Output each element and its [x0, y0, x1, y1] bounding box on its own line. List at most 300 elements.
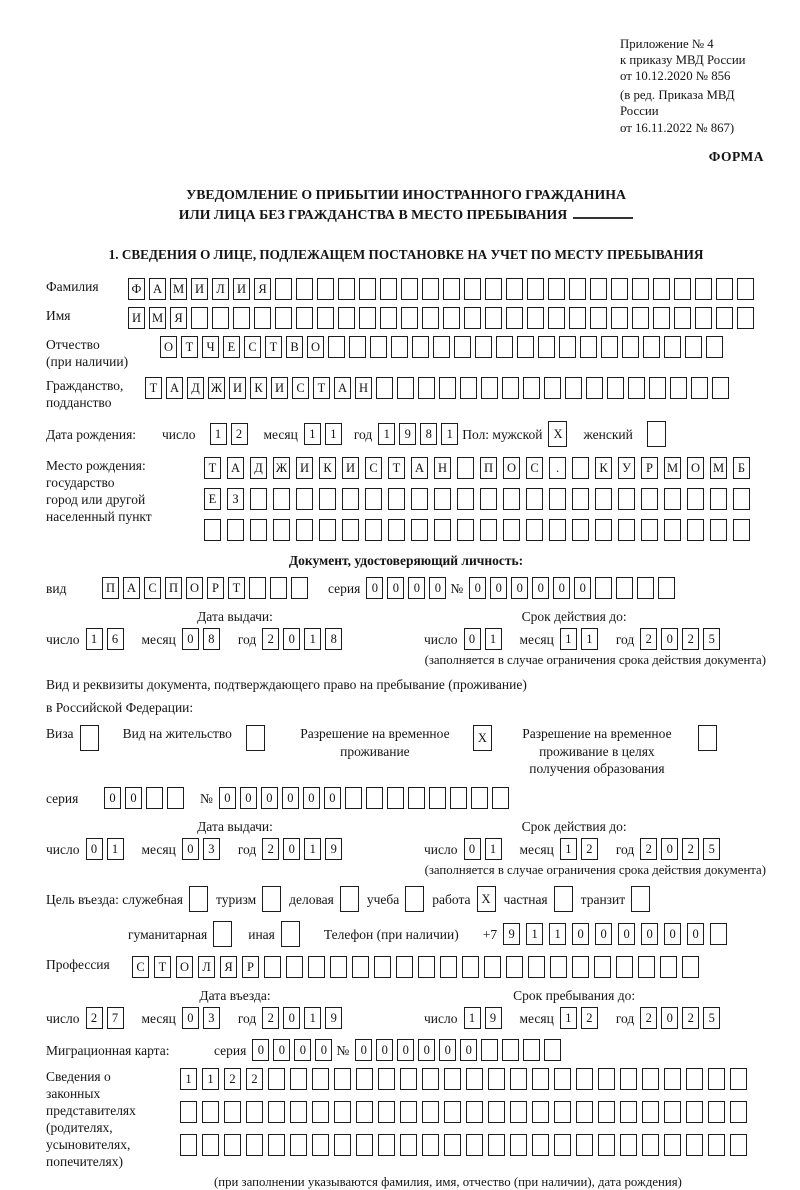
char-box[interactable]: [716, 307, 733, 329]
char-box[interactable]: 2: [640, 628, 657, 650]
char-box[interactable]: [296, 519, 313, 541]
char-box[interactable]: [202, 1134, 219, 1156]
char-box[interactable]: [674, 278, 691, 300]
char-box[interactable]: И: [342, 457, 359, 479]
char-box[interactable]: [544, 377, 561, 399]
char-box[interactable]: [204, 519, 221, 541]
char-box[interactable]: 1: [560, 838, 577, 860]
char-box[interactable]: М: [710, 457, 727, 479]
char-box[interactable]: [202, 1101, 219, 1123]
char-box[interactable]: 0: [460, 1039, 477, 1061]
char-box[interactable]: [444, 1134, 461, 1156]
char-box[interactable]: 2: [682, 628, 699, 650]
char-box[interactable]: 1: [325, 423, 342, 445]
char-box[interactable]: [378, 1068, 395, 1090]
char-box[interactable]: [528, 956, 545, 978]
char-box[interactable]: [334, 1101, 351, 1123]
char-box[interactable]: [275, 278, 292, 300]
char-box[interactable]: 0: [661, 1007, 678, 1029]
char-box[interactable]: [429, 787, 446, 809]
char-box[interactable]: [460, 377, 477, 399]
char-box[interactable]: [598, 1101, 615, 1123]
char-box[interactable]: [572, 457, 589, 479]
char-box[interactable]: 2: [262, 838, 279, 860]
char-box[interactable]: Е: [204, 488, 221, 510]
checkbox-cell[interactable]: [189, 886, 208, 912]
char-box[interactable]: 9: [325, 1007, 342, 1029]
char-box[interactable]: 1: [378, 423, 395, 445]
char-box[interactable]: [620, 1101, 637, 1123]
char-box[interactable]: 0: [366, 577, 383, 599]
char-box[interactable]: 1: [304, 423, 321, 445]
char-box[interactable]: [433, 336, 450, 358]
char-box[interactable]: [268, 1068, 285, 1090]
char-box[interactable]: [338, 307, 355, 329]
char-box[interactable]: [317, 278, 334, 300]
char-box[interactable]: [710, 519, 727, 541]
char-box[interactable]: [434, 519, 451, 541]
char-box[interactable]: 0: [464, 628, 481, 650]
char-box[interactable]: [411, 519, 428, 541]
char-box[interactable]: [706, 336, 723, 358]
char-box[interactable]: [664, 1101, 681, 1123]
char-box[interactable]: [506, 307, 523, 329]
char-box[interactable]: [685, 336, 702, 358]
char-box[interactable]: 9: [485, 1007, 502, 1029]
char-box[interactable]: [653, 278, 670, 300]
char-box[interactable]: [480, 488, 497, 510]
char-box[interactable]: [485, 278, 502, 300]
char-box[interactable]: [457, 488, 474, 510]
char-box[interactable]: 1: [107, 838, 124, 860]
char-box[interactable]: М: [149, 307, 166, 329]
char-box[interactable]: [517, 336, 534, 358]
char-box[interactable]: Ч: [202, 336, 219, 358]
char-box[interactable]: 0: [618, 923, 635, 945]
char-box[interactable]: [708, 1068, 725, 1090]
char-box[interactable]: 5: [703, 628, 720, 650]
char-box[interactable]: [733, 488, 750, 510]
char-box[interactable]: [328, 336, 345, 358]
char-box[interactable]: 0: [469, 577, 486, 599]
char-box[interactable]: [488, 1068, 505, 1090]
char-box[interactable]: [576, 1134, 593, 1156]
char-box[interactable]: [710, 488, 727, 510]
char-box[interactable]: Р: [207, 577, 224, 599]
char-box[interactable]: 2: [581, 838, 598, 860]
char-box[interactable]: [572, 519, 589, 541]
char-box[interactable]: 0: [125, 787, 142, 809]
char-box[interactable]: [730, 1101, 747, 1123]
char-box[interactable]: [618, 519, 635, 541]
char-box[interactable]: [638, 956, 655, 978]
char-box[interactable]: [691, 377, 708, 399]
char-box[interactable]: [439, 377, 456, 399]
char-box[interactable]: [641, 488, 658, 510]
char-box[interactable]: 0: [418, 1039, 435, 1061]
char-box[interactable]: Л: [212, 278, 229, 300]
char-box[interactable]: [687, 488, 704, 510]
char-box[interactable]: 9: [503, 923, 520, 945]
char-box[interactable]: [616, 577, 633, 599]
char-box[interactable]: [532, 1068, 549, 1090]
char-box[interactable]: 9: [399, 423, 416, 445]
char-box[interactable]: [642, 1134, 659, 1156]
char-box[interactable]: 3: [203, 838, 220, 860]
char-box[interactable]: 0: [532, 577, 549, 599]
char-box[interactable]: [366, 787, 383, 809]
char-box[interactable]: [308, 956, 325, 978]
char-box[interactable]: [576, 1101, 593, 1123]
char-box[interactable]: [664, 488, 681, 510]
char-box[interactable]: [312, 1134, 329, 1156]
char-box[interactable]: [457, 457, 474, 479]
char-box[interactable]: [462, 956, 479, 978]
char-box[interactable]: Ж: [273, 457, 290, 479]
char-box[interactable]: Н: [434, 457, 451, 479]
char-box[interactable]: [616, 956, 633, 978]
char-box[interactable]: П: [165, 577, 182, 599]
char-box[interactable]: 2: [682, 838, 699, 860]
char-box[interactable]: Ж: [208, 377, 225, 399]
char-box[interactable]: Р: [242, 956, 259, 978]
char-box[interactable]: 0: [182, 1007, 199, 1029]
char-box[interactable]: [397, 377, 414, 399]
char-box[interactable]: И: [229, 377, 246, 399]
char-box[interactable]: 3: [203, 1007, 220, 1029]
char-box[interactable]: [400, 1101, 417, 1123]
char-box[interactable]: [510, 1068, 527, 1090]
char-box[interactable]: [290, 1101, 307, 1123]
char-box[interactable]: [488, 1134, 505, 1156]
char-box[interactable]: [481, 1039, 498, 1061]
char-box[interactable]: [440, 956, 457, 978]
char-box[interactable]: [710, 923, 727, 945]
char-box[interactable]: 7: [107, 1007, 124, 1029]
char-box[interactable]: [380, 278, 397, 300]
char-box[interactable]: [538, 336, 555, 358]
char-box[interactable]: 0: [429, 577, 446, 599]
char-box[interactable]: С: [526, 457, 543, 479]
char-box[interactable]: [480, 519, 497, 541]
char-box[interactable]: [374, 956, 391, 978]
char-box[interactable]: [408, 787, 425, 809]
char-box[interactable]: [422, 1134, 439, 1156]
char-box[interactable]: [569, 307, 586, 329]
char-box[interactable]: [637, 577, 654, 599]
char-box[interactable]: 8: [420, 423, 437, 445]
char-box[interactable]: 2: [640, 1007, 657, 1029]
char-box[interactable]: Т: [145, 377, 162, 399]
char-box[interactable]: [620, 1068, 637, 1090]
char-box[interactable]: 0: [511, 577, 528, 599]
char-box[interactable]: А: [166, 377, 183, 399]
char-box[interactable]: [664, 1068, 681, 1090]
char-box[interactable]: [401, 278, 418, 300]
char-box[interactable]: 1: [210, 423, 227, 445]
char-box[interactable]: [400, 1068, 417, 1090]
char-box[interactable]: [601, 336, 618, 358]
char-box[interactable]: [580, 336, 597, 358]
char-box[interactable]: 1: [485, 838, 502, 860]
char-box[interactable]: [682, 956, 699, 978]
char-box[interactable]: [653, 307, 670, 329]
char-box[interactable]: [457, 519, 474, 541]
char-box[interactable]: [481, 377, 498, 399]
char-box[interactable]: [378, 1101, 395, 1123]
char-box[interactable]: [387, 787, 404, 809]
char-box[interactable]: 2: [262, 628, 279, 650]
char-box[interactable]: [686, 1134, 703, 1156]
char-box[interactable]: [224, 1134, 241, 1156]
char-box[interactable]: Ф: [128, 278, 145, 300]
char-box[interactable]: 1: [86, 628, 103, 650]
char-box[interactable]: К: [595, 457, 612, 479]
char-box[interactable]: [686, 1101, 703, 1123]
char-box[interactable]: 0: [376, 1039, 393, 1061]
char-box[interactable]: [359, 307, 376, 329]
char-box[interactable]: С: [292, 377, 309, 399]
char-box[interactable]: 0: [104, 787, 121, 809]
char-box[interactable]: Я: [254, 278, 271, 300]
char-box[interactable]: 0: [283, 838, 300, 860]
char-box[interactable]: [212, 307, 229, 329]
checkbox-cell[interactable]: [246, 725, 265, 751]
char-box[interactable]: [506, 278, 523, 300]
char-box[interactable]: [488, 1101, 505, 1123]
char-box[interactable]: 0: [240, 787, 257, 809]
char-box[interactable]: [254, 307, 271, 329]
char-box[interactable]: О: [176, 956, 193, 978]
char-box[interactable]: И: [128, 307, 145, 329]
char-box[interactable]: [356, 1068, 373, 1090]
char-box[interactable]: 0: [355, 1039, 372, 1061]
char-box[interactable]: [319, 488, 336, 510]
char-box[interactable]: Д: [250, 457, 267, 479]
char-box[interactable]: [342, 519, 359, 541]
char-box[interactable]: Т: [204, 457, 221, 479]
char-box[interactable]: [620, 1134, 637, 1156]
char-box[interactable]: [454, 336, 471, 358]
char-box[interactable]: [730, 1068, 747, 1090]
char-box[interactable]: [464, 278, 481, 300]
char-box[interactable]: К: [250, 377, 267, 399]
char-box[interactable]: [658, 577, 675, 599]
char-box[interactable]: [642, 1101, 659, 1123]
char-box[interactable]: 0: [283, 628, 300, 650]
char-box[interactable]: [296, 488, 313, 510]
char-box[interactable]: [475, 336, 492, 358]
char-box[interactable]: 0: [408, 577, 425, 599]
char-box[interactable]: [598, 1068, 615, 1090]
char-box[interactable]: Я: [220, 956, 237, 978]
char-box[interactable]: [396, 956, 413, 978]
char-box[interactable]: 0: [439, 1039, 456, 1061]
char-box[interactable]: [554, 1134, 571, 1156]
char-box[interactable]: О: [687, 457, 704, 479]
char-box[interactable]: 2: [86, 1007, 103, 1029]
char-box[interactable]: М: [664, 457, 681, 479]
char-box[interactable]: 2: [581, 1007, 598, 1029]
char-box[interactable]: Р: [641, 457, 658, 479]
char-box[interactable]: [388, 488, 405, 510]
char-box[interactable]: [641, 519, 658, 541]
char-box[interactable]: [510, 1134, 527, 1156]
char-box[interactable]: [595, 519, 612, 541]
char-box[interactable]: 0: [324, 787, 341, 809]
char-box[interactable]: Т: [181, 336, 198, 358]
char-box[interactable]: [527, 278, 544, 300]
char-box[interactable]: 0: [661, 838, 678, 860]
char-box[interactable]: [330, 956, 347, 978]
char-box[interactable]: [595, 488, 612, 510]
char-box[interactable]: 2: [246, 1068, 263, 1090]
char-box[interactable]: М: [170, 278, 187, 300]
char-box[interactable]: В: [286, 336, 303, 358]
char-box[interactable]: 0: [641, 923, 658, 945]
char-box[interactable]: [296, 278, 313, 300]
char-box[interactable]: 0: [553, 577, 570, 599]
char-box[interactable]: О: [186, 577, 203, 599]
char-box[interactable]: Т: [388, 457, 405, 479]
char-box[interactable]: [250, 488, 267, 510]
char-box[interactable]: 2: [231, 423, 248, 445]
char-box[interactable]: [510, 1101, 527, 1123]
char-box[interactable]: [191, 307, 208, 329]
checkbox-cell[interactable]: [262, 886, 281, 912]
checkbox-cell[interactable]: [80, 725, 99, 751]
char-box[interactable]: [334, 1068, 351, 1090]
char-box[interactable]: [506, 956, 523, 978]
char-box[interactable]: С: [144, 577, 161, 599]
char-box[interactable]: [674, 307, 691, 329]
char-box[interactable]: [376, 377, 393, 399]
char-box[interactable]: [712, 377, 729, 399]
char-box[interactable]: [554, 1101, 571, 1123]
checkbox-cell[interactable]: [698, 725, 717, 751]
char-box[interactable]: [595, 577, 612, 599]
char-box[interactable]: [532, 1134, 549, 1156]
checkbox-cell[interactable]: X: [548, 421, 567, 447]
char-box[interactable]: [687, 519, 704, 541]
checkbox-cell[interactable]: [631, 886, 650, 912]
char-box[interactable]: [365, 519, 382, 541]
char-box[interactable]: [695, 307, 712, 329]
char-box[interactable]: [180, 1101, 197, 1123]
char-box[interactable]: .: [549, 457, 566, 479]
char-box[interactable]: 0: [294, 1039, 311, 1061]
char-box[interactable]: [550, 956, 567, 978]
char-box[interactable]: [444, 1068, 461, 1090]
char-box[interactable]: [737, 278, 754, 300]
char-box[interactable]: 0: [574, 577, 591, 599]
char-box[interactable]: 1: [304, 628, 321, 650]
char-box[interactable]: 1: [526, 923, 543, 945]
char-box[interactable]: [312, 1068, 329, 1090]
char-box[interactable]: 0: [273, 1039, 290, 1061]
char-box[interactable]: 5: [703, 1007, 720, 1029]
char-box[interactable]: 0: [464, 838, 481, 860]
char-box[interactable]: [434, 488, 451, 510]
char-box[interactable]: А: [227, 457, 244, 479]
char-box[interactable]: [594, 956, 611, 978]
char-box[interactable]: [180, 1134, 197, 1156]
char-box[interactable]: 1: [464, 1007, 481, 1029]
checkbox-cell[interactable]: [340, 886, 359, 912]
char-box[interactable]: [418, 377, 435, 399]
char-box[interactable]: 0: [397, 1039, 414, 1061]
char-box[interactable]: 0: [282, 787, 299, 809]
char-box[interactable]: [548, 307, 565, 329]
char-box[interactable]: [224, 1101, 241, 1123]
char-box[interactable]: [649, 377, 666, 399]
char-box[interactable]: [586, 377, 603, 399]
char-box[interactable]: [485, 307, 502, 329]
char-box[interactable]: [576, 1068, 593, 1090]
char-box[interactable]: [532, 1101, 549, 1123]
char-box[interactable]: [370, 336, 387, 358]
char-box[interactable]: Т: [313, 377, 330, 399]
char-box[interactable]: [273, 519, 290, 541]
char-box[interactable]: [268, 1134, 285, 1156]
char-box[interactable]: И: [296, 457, 313, 479]
char-box[interactable]: [642, 1068, 659, 1090]
char-box[interactable]: [590, 278, 607, 300]
char-box[interactable]: А: [123, 577, 140, 599]
char-box[interactable]: 1: [202, 1068, 219, 1090]
char-box[interactable]: [526, 488, 543, 510]
char-box[interactable]: [466, 1134, 483, 1156]
char-box[interactable]: А: [334, 377, 351, 399]
checkbox-cell[interactable]: X: [473, 725, 492, 751]
char-box[interactable]: [422, 1068, 439, 1090]
char-box[interactable]: [418, 956, 435, 978]
char-box[interactable]: 6: [107, 628, 124, 650]
char-box[interactable]: [503, 519, 520, 541]
char-box[interactable]: [523, 1039, 540, 1061]
char-box[interactable]: [167, 787, 184, 809]
char-box[interactable]: [422, 1101, 439, 1123]
char-box[interactable]: 0: [219, 787, 236, 809]
char-box[interactable]: [716, 278, 733, 300]
char-box[interactable]: 8: [203, 628, 220, 650]
char-box[interactable]: [290, 1134, 307, 1156]
char-box[interactable]: 0: [661, 628, 678, 650]
char-box[interactable]: [338, 278, 355, 300]
char-box[interactable]: [146, 787, 163, 809]
char-box[interactable]: [388, 519, 405, 541]
char-box[interactable]: Н: [355, 377, 372, 399]
char-box[interactable]: Я: [170, 307, 187, 329]
char-box[interactable]: [249, 577, 266, 599]
char-box[interactable]: [401, 307, 418, 329]
char-box[interactable]: [400, 1134, 417, 1156]
char-box[interactable]: 1: [581, 628, 598, 650]
char-box[interactable]: [365, 488, 382, 510]
char-box[interactable]: [443, 278, 460, 300]
char-box[interactable]: [317, 307, 334, 329]
char-box[interactable]: [503, 488, 520, 510]
char-box[interactable]: [286, 956, 303, 978]
char-box[interactable]: [502, 1039, 519, 1061]
char-box[interactable]: Д: [187, 377, 204, 399]
char-box[interactable]: [246, 1101, 263, 1123]
checkbox-cell[interactable]: [647, 421, 666, 447]
char-box[interactable]: 8: [325, 628, 342, 650]
char-box[interactable]: 9: [325, 838, 342, 860]
char-box[interactable]: [380, 307, 397, 329]
char-box[interactable]: [273, 488, 290, 510]
